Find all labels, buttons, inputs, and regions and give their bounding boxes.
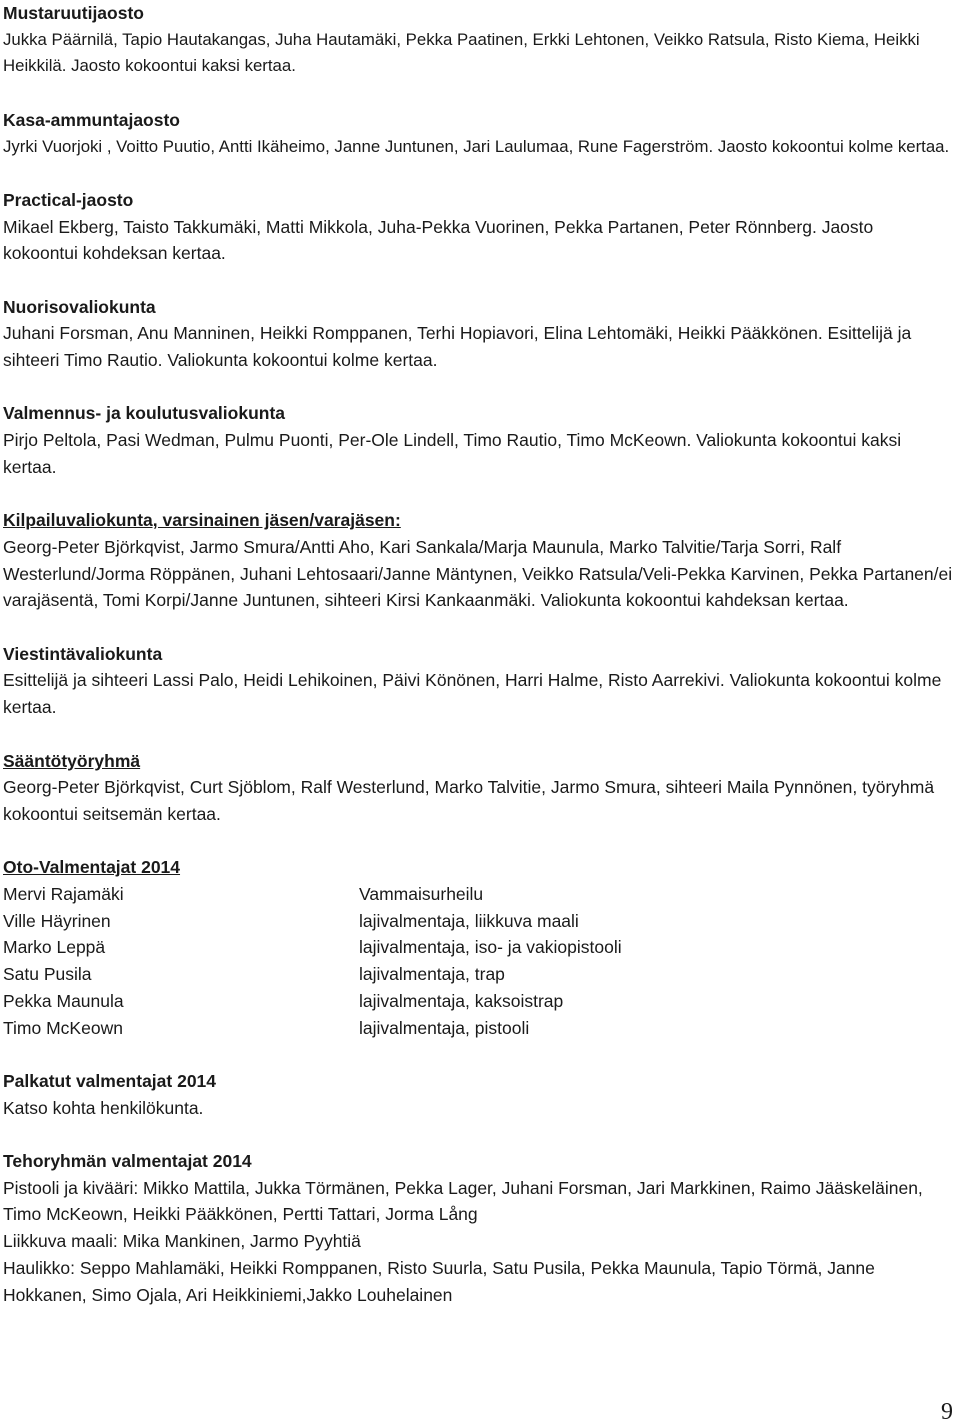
section-body: Georg-Peter Björkqvist, Jarmo Smura/Antti Aho, Kari Sankala/Marja Maunula, Marko Talvitie/Tarja Sorri, Ralf Westerlund/Jorma Röppänen, Juhani Lehtosaari/Janne Mäntynen, Veikko Ratsula/Veli-Pekka Karvinen, Pekka Partanen/ei varajäsentä, Tomi Korpi/Janne Juntunen, sihteeri Kirsi Kankaanmäki. Valiokunta kokoontui kahdeksan kertaa. <box>3 536 953 611</box>
coach-roles-column <box>359 881 953 1041</box>
section-heading: Tehoryhmän valmentajat 2014 <box>3 1151 252 1172</box>
section-saantotyoryhma <box>3 748 953 828</box>
section-heading: Practical-jaosto <box>3 189 134 210</box>
section-body-line: Haulikko: Seppo Mahlamäki, Heikki Romppanen, Risto Suurla, Satu Pusila, Pekka Maunula, Tapio Törmä, Janne Hokkanen, Simo Ojala, Ari Heikkiniemi,Jakko Louhelainen <box>3 1257 875 1305</box>
section-body: Jyrki Vuorjoki , Voitto Puutio, Antti Ikäheimo, Janne Juntunen, Jari Laulumaa, Rune Fagerström. Jaosto kokoontui kolme kertaa. <box>3 136 950 156</box>
section-body: Pirjo Peltola, Pasi Wedman, Pulmu Puonti, Per-Ole Lindell, Timo Rautio, Timo McKeown. Valiokunta kokoontui kaksi kertaa. <box>3 430 902 477</box>
document-page <box>3 0 953 1308</box>
section-heading: Viestintävaliokunta <box>3 643 163 664</box>
section-heading: Valmennus- ja koulutusvaliokunta <box>3 403 286 424</box>
section-nuorisovaliokunta <box>3 294 953 374</box>
coach-name: Satu Pusila <box>3 964 92 985</box>
section-body-line: Pistooli ja kivääri: Mikko Mattila, Jukka Törmänen, Pekka Lager, Juhani Forsman, Jari Markkinen, Raimo Jääskeläinen, Timo McKeown, Heikki Pääkkönen, Pertti Tattari, Jorma Lång <box>3 1177 923 1225</box>
section-heading: Oto-Valmentajat 2014 <box>3 857 181 878</box>
section-palkatut-valmentajat <box>3 1068 953 1121</box>
section-heading: Mustaruutijaosto <box>3 3 144 23</box>
coach-role: Vammaisurheilu <box>359 884 484 905</box>
section-practical-jaosto <box>3 187 953 267</box>
section-body: Jukka Päärnilä, Tapio Hautakangas, Juha Hautamäki, Pekka Paatinen, Erkki Lehtonen, Veikko Ratsula, Risto Kiema, Heikki Heikkilä. Jaosto kokoontui kaksi kertaa. <box>3 29 920 76</box>
section-heading: Kasa-ammuntajaosto <box>3 109 180 130</box>
section-mustaruutijaosto <box>3 0 953 80</box>
section-body: Esittelijä ja sihteeri Lassi Palo, Heidi Lehikoinen, Päivi Könönen, Harri Halme, Risto Aarrekivi. Valiokunta kokoontui kolme kertaa. <box>3 670 942 718</box>
section-body-line: Liikkuva maali: Mika Mankinen, Jarmo Pyyhtiä <box>3 1231 361 1252</box>
coach-role: lajivalmentaja, kaksoistrap <box>359 990 564 1011</box>
section-heading: Sääntötyöryhmä <box>3 750 141 771</box>
section-tehoryhma-valmentajat <box>3 1148 953 1308</box>
coach-name: Timo McKeown <box>3 1017 123 1038</box>
section-body: Juhani Forsman, Anu Manninen, Heikki Romppanen, Terhi Hopiavori, Elina Lehtomäki, Heikki Pääkkönen. Esittelijä ja sihteeri Timo Rautio. Valiokunta kokoontui kolme kertaa. <box>3 323 912 371</box>
page-number: 9 <box>941 1399 953 1425</box>
coach-name: Pekka Maunula <box>3 990 124 1011</box>
section-body: Katso kohta henkilökunta. <box>3 1097 204 1118</box>
section-heading: Palkatut valmentajat 2014 <box>3 1070 217 1091</box>
coach-name: Mervi Rajamäki <box>3 884 124 905</box>
coach-role: lajivalmentaja, iso- ja vakiopistooli <box>359 937 622 958</box>
section-body: Mikael Ekberg, Taisto Takkumäki, Matti Mikkola, Juha-Pekka Vuorinen, Pekka Partanen, Peter Rönnberg. Jaosto kokoontui kohdeksan kertaa. <box>3 216 874 264</box>
section-heading: Kilpailuvaliokunta, varsinainen jäsen/varajäsen: <box>3 510 401 531</box>
coach-name: Ville Häyrinen <box>3 910 111 931</box>
section-kasa-ammuntajaosto <box>3 107 953 160</box>
section-valmennus <box>3 400 953 480</box>
coach-table <box>3 881 953 1041</box>
coach-names-column <box>3 881 359 1041</box>
coach-role: lajivalmentaja, liikkuva maali <box>359 910 579 931</box>
section-oto-valmentajat <box>3 854 953 1041</box>
section-heading: Nuorisovaliokunta <box>3 296 156 317</box>
section-body: Georg-Peter Björkqvist, Curt Sjöblom, Ralf Westerlund, Marko Talvitie, Jarmo Smura, sihteeri Maila Pynnönen, työryhmä kokoontui seitsemän kertaa. <box>3 777 935 824</box>
coach-name: Marko Leppä <box>3 937 106 958</box>
coach-role: lajivalmentaja, trap <box>359 964 505 985</box>
section-viestintavaliokunta <box>3 641 953 721</box>
coach-role: lajivalmentaja, pistooli <box>359 1017 530 1038</box>
section-kilpailuvaliokunta <box>3 507 953 614</box>
